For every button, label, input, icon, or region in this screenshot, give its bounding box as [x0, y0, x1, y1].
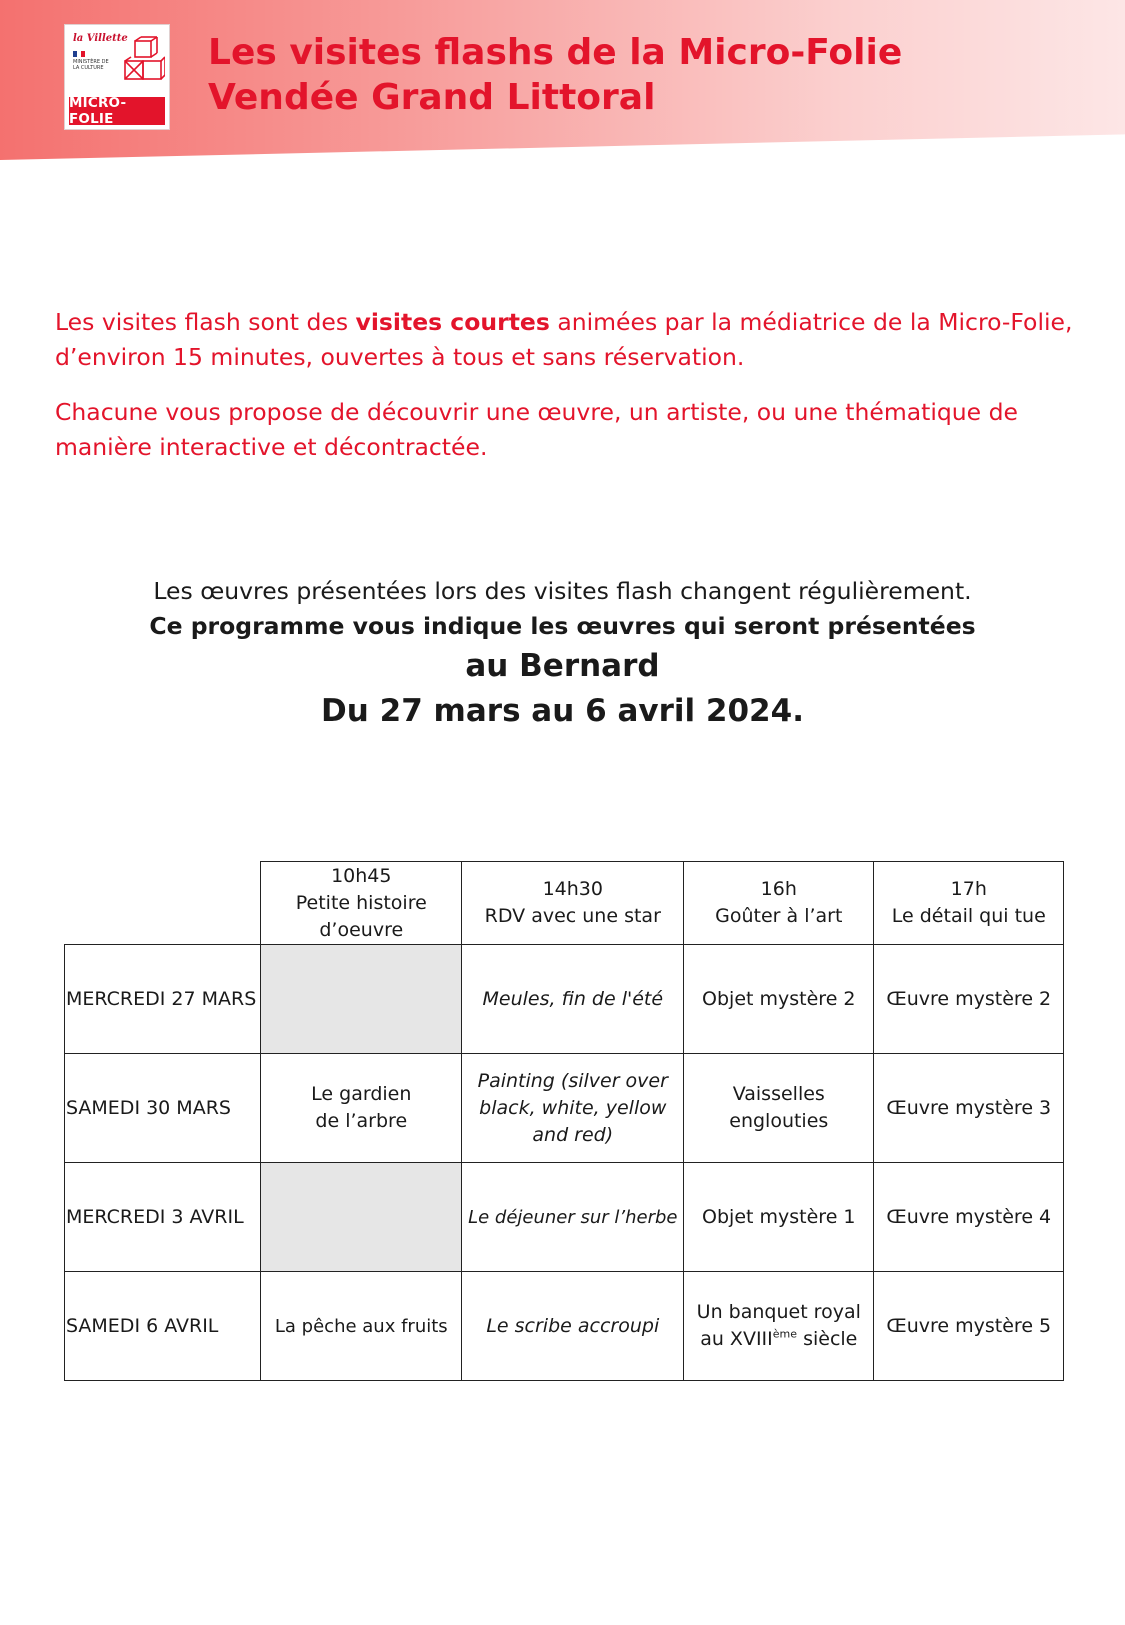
column-time: 10h45 [331, 864, 392, 887]
empty-cell [261, 945, 462, 1054]
title-line-2: Vendée Grand Littoral [208, 77, 656, 118]
intro-text [55, 305, 1075, 485]
intro-p1-end: animées par la médiatrice de la Micro-Folie, d’environ 15 minutes, ouvertes à tous et sans réservation. [55, 308, 1073, 371]
schedule-cell [684, 1272, 874, 1381]
column-header [874, 862, 1064, 945]
column-name: Le détail qui tue [891, 905, 1046, 927]
schedule-cell: Objet mystère 1 [684, 1163, 874, 1272]
cell-text-end: siècle [797, 1328, 858, 1350]
schedule-cell: La pêche aux fruits [261, 1272, 462, 1381]
logo-top [71, 31, 165, 95]
intro-p1-start: Les visites flash sont des [55, 308, 356, 336]
day-cell: MERCREDI 3 AVRIL [65, 1163, 261, 1272]
schedule-cell: Le déjeuner sur l’herbe [462, 1163, 684, 1272]
day-cell: MERCREDI 27 MARS [65, 945, 261, 1054]
micro-folie-logo [64, 24, 170, 130]
column-header [684, 862, 874, 945]
schedule-cell: Painting (silver over black, white, yellow and red) [462, 1054, 684, 1163]
table-row [65, 1272, 1064, 1381]
day-cell: SAMEDI 6 AVRIL [65, 1272, 261, 1381]
logo-ministere-text: MINISTÈRE DE LA CULTURE [73, 59, 109, 71]
column-time: 17h [950, 878, 987, 900]
program-line-1: Les œuvres présentées lors des visites flash changent régulièrement. [153, 577, 972, 605]
program-dates: Du 27 mars au 6 avril 2024. [321, 693, 804, 729]
superscript: ème [772, 1327, 798, 1341]
table-row [65, 945, 1064, 1054]
schedule-cell: Œuvre mystère 5 [874, 1272, 1064, 1381]
table-header-row [65, 862, 1064, 945]
column-name: Petite histoire d’oeuvre [295, 891, 427, 941]
column-name: Goûter à l’art [715, 905, 843, 927]
program-location: au Bernard [465, 648, 660, 684]
program-info [0, 574, 1125, 734]
column-name: RDV avec une star [484, 905, 661, 927]
column-time: 16h [760, 878, 797, 900]
schedule-cell: Objet mystère 2 [684, 945, 874, 1054]
day-cell: SAMEDI 30 MARS [65, 1054, 261, 1163]
page-title [208, 30, 902, 120]
cell-text: Vaisselles englouties [729, 1083, 829, 1132]
table-row [65, 1163, 1064, 1272]
intro-paragraph-1 [55, 305, 1075, 375]
schedule-cell [684, 1054, 874, 1163]
logo-villette-text: la Villette [73, 33, 128, 44]
table-row [65, 1054, 1064, 1163]
schedule-cell: Œuvre mystère 2 [874, 945, 1064, 1054]
schedule-cell: Le scribe accroupi [462, 1272, 684, 1381]
column-header [462, 862, 684, 945]
cell-text: Le gardien de l’arbre [311, 1083, 412, 1132]
table-corner [65, 862, 261, 945]
intro-paragraph-2: Chacune vous propose de découvrir une œuvre, un artiste, ou une thématique de manière interactive et décontractée. [55, 398, 1018, 461]
french-flag-icon [73, 51, 85, 57]
program-line-2: Ce programme vous indique les œuvres qui seront présentées [149, 612, 976, 640]
logo-micro-folie-text: MICRO-FOLIE [69, 97, 165, 125]
title-line-1: Les visites flashs de la Micro-Folie [208, 32, 903, 73]
schedule-table [64, 861, 1064, 1381]
empty-cell [261, 1163, 462, 1272]
column-header [261, 862, 462, 945]
intro-p1-bold: visites courtes [355, 308, 550, 336]
cubes-icon [121, 35, 165, 91]
schedule-cell: Meules, fin de l'été [462, 945, 684, 1054]
schedule-cell: Œuvre mystère 4 [874, 1163, 1064, 1272]
schedule-cell [261, 1054, 462, 1163]
cell-text: Un banquet royal au XVIII [696, 1301, 861, 1350]
schedule-cell: Œuvre mystère 3 [874, 1054, 1064, 1163]
column-time: 14h30 [542, 878, 603, 900]
